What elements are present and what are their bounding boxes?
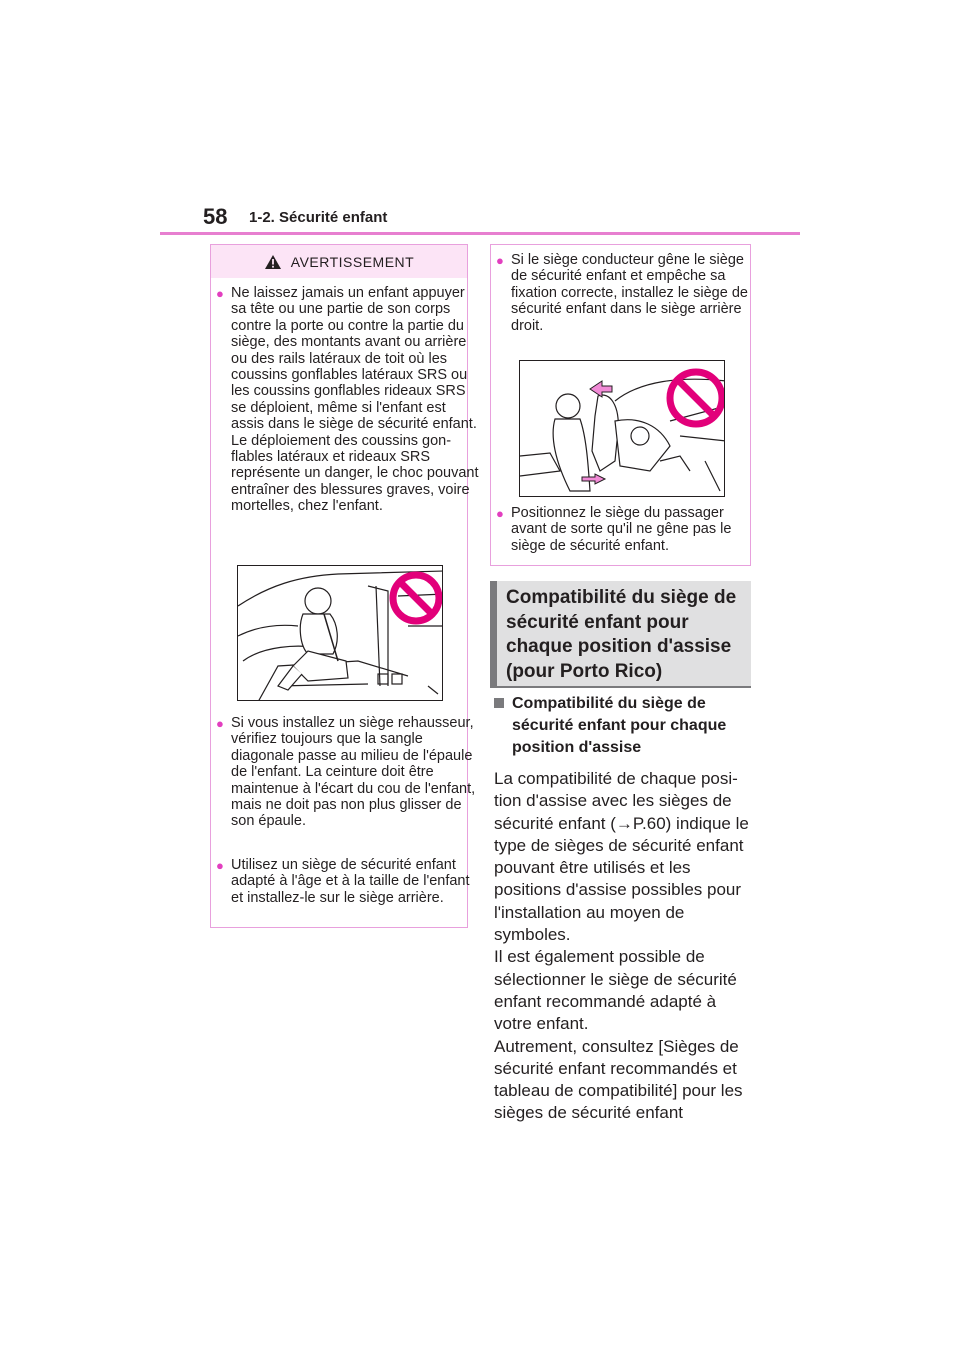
warning-box xyxy=(210,244,479,928)
section-title-box xyxy=(490,581,751,688)
header-rule xyxy=(160,232,800,235)
bullet-icon: ● xyxy=(216,286,224,301)
right-item xyxy=(494,505,763,554)
warning-item xyxy=(214,285,481,515)
section-header: 1-2. Sécurité enfant xyxy=(249,209,388,226)
section-title: Compatibilité du siège de sécurité enfant pour chaque position d'assise (pour Porto Rico) xyxy=(506,587,737,682)
warning-item-text: Utilisez un siège de sécurité enfant adapté à l'âge et à la taille de l'enfant et installez-le sur le siège arrière. xyxy=(231,857,470,906)
warning-title: AVERTISSEMENT xyxy=(290,253,415,270)
bullet-icon: ● xyxy=(496,506,504,521)
booster-seat-illustration xyxy=(237,565,443,701)
body-paragraph: La compatibilité de chaque position d'assise avec les sièges de sécurité enfant (→P.60) indique le type de sièges de sécurité enfant pouvant être utilisés et les positions d'assise possibles pour l'installation au moyen de symboles. xyxy=(494,769,749,945)
bullet-icon: ● xyxy=(216,858,224,873)
subheading-text: Compatibilité du siège de sécurité enfant pour chaque position d'assise xyxy=(512,695,727,756)
right-item xyxy=(494,252,763,334)
body-text xyxy=(494,768,756,1125)
bullet-icon: ● xyxy=(496,253,504,268)
warning-header xyxy=(211,245,467,278)
body-paragraph: Autrement, consultez [Sièges de sécurité enfant recommandés et tableau de compatibilité] pour les sièges de sécurité enfant xyxy=(494,1036,743,1123)
page-number: 58 xyxy=(203,204,228,229)
warning-item-text: Si vous installez un siège rehausseur, vérifiez toujours que la sangle diagonale passe au milieu de l'épaule de l'enfant. La ceinture doit être maintenue à l'écart du cou de l'enfant, mais ne doit pas non plus glisser de son épaule. xyxy=(231,715,476,830)
right-item-text: Si le siège conducteur gêne le siège de sécurité enfant et empêche sa fixation correcte, installez le siège de sécurité enfant dans le siège arrière droit. xyxy=(511,252,748,334)
bullet-icon: ● xyxy=(216,716,224,731)
warning-item xyxy=(214,857,481,906)
warning-item xyxy=(214,715,481,830)
right-warning-box xyxy=(490,244,751,566)
subheading xyxy=(494,693,756,759)
warning-triangle-icon xyxy=(264,254,282,270)
warning-item-text: Ne laissez jamais un enfant appuyer sa tête ou une partie de son corps contre la porte ou contre la partie du siège, des montants avant ou arrière ou des rails latéraux de toit où les coussins gonflables latéraux SRS ou les coussins gonflables rideaux SRS se déploient, même si l'enfant est assis dans le siège de sécurité enfant. Le déploiement des coussins gonflables latéraux et rideaux SRS représente un danger, le choc pouvant entraîner des blessures graves, voire mortelles, chez l'enfant. xyxy=(231,285,479,515)
body-paragraph: Il est également possible de sélectionner le siège de sécurité enfant recommandé adapté à votre enfant. xyxy=(494,947,737,1034)
square-bullet-icon xyxy=(494,698,504,708)
front-seat-illustration xyxy=(519,360,725,497)
right-item-text: Positionnez le siège du passager avant de sorte qu'il ne gêne pas le siège de sécurité enfant. xyxy=(511,505,732,554)
